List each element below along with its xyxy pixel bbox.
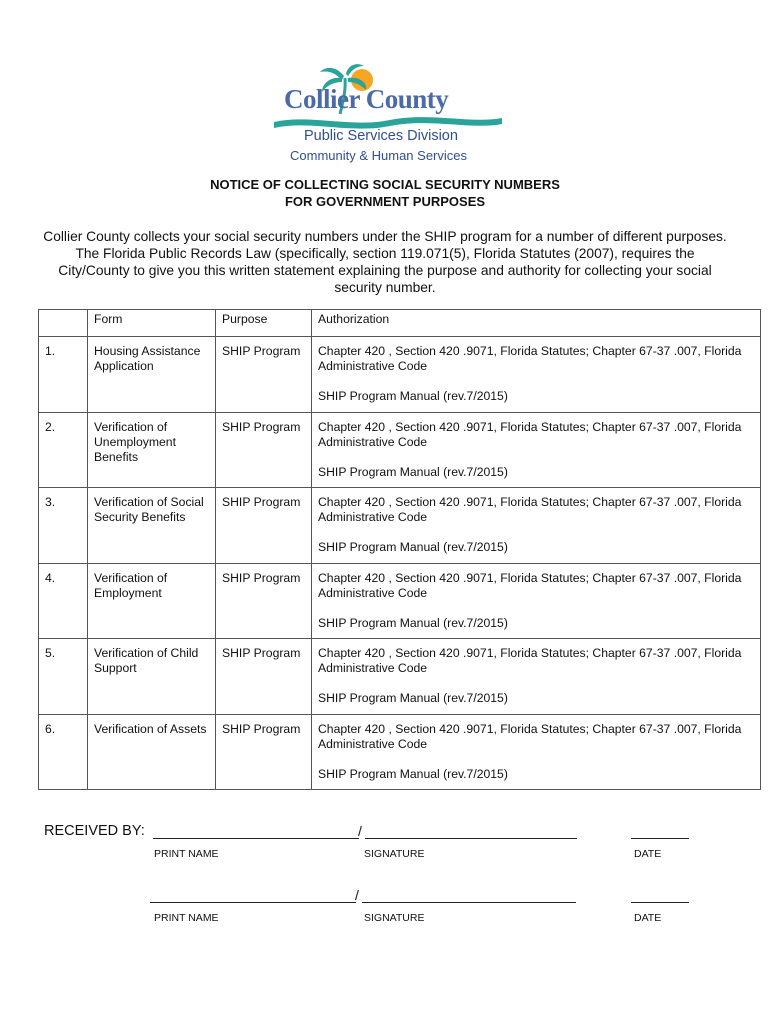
signature-label: SIGNATURE	[364, 912, 425, 924]
authorization-statute: Chapter 420 , Section 420 .9071, Florida Statutes; Chapter 67-37 .007, Florida Administrative Code	[318, 419, 742, 449]
table-row	[39, 639, 761, 715]
row-form: Verification of Unemployment Benefits	[88, 412, 216, 488]
date-label: DATE	[634, 912, 662, 924]
wave-icon	[274, 117, 502, 128]
authorization-statute: Chapter 420 , Section 420 .9071, Florida Statutes; Chapter 67-37 .007, Florida Administrative Code	[318, 570, 742, 600]
header-authorization: Authorization	[312, 310, 761, 337]
table-row	[39, 488, 761, 564]
row-authorization	[312, 488, 761, 564]
received-by-label: RECEIVED BY:	[44, 823, 145, 839]
row-authorization	[312, 412, 761, 488]
separator-slash: /	[358, 823, 362, 839]
authorization-statute: Chapter 420 , Section 420 .9071, Florida Statutes; Chapter 67-37 .007, Florida Administrative Code	[318, 344, 742, 373]
row-purpose: SHIP Program	[216, 488, 312, 564]
intro-paragraph: Collier County collects your social security numbers under the SHIP program for a number of different purposes. The Florida Public Records Law (specifically, section 119.071(5), Florida Statutes (2007), requires the City/County to give you this written statement explaining the purpose and authority for collecting your social security number.	[43, 229, 727, 295]
page-title: NOTICE OF COLLECTING SOCIAL SECURITY NUMBERS	[210, 177, 560, 192]
row-number: 4.	[39, 563, 88, 639]
forms-table	[38, 309, 761, 790]
row-form: Verification of Child Support	[88, 639, 216, 715]
table-header-row	[39, 310, 761, 337]
separator-slash: /	[355, 887, 359, 903]
row-number: 2.	[39, 412, 88, 488]
date-line-2[interactable]	[631, 902, 689, 903]
table-row	[39, 337, 761, 413]
row-purpose: SHIP Program	[216, 714, 312, 790]
logo-subtitle-services: Community & Human Services	[290, 148, 467, 163]
table-row	[39, 412, 761, 488]
row-purpose: SHIP Program	[216, 337, 312, 413]
logo-subtitle-division: Public Services Division	[304, 128, 458, 144]
signature-line-2[interactable]	[362, 902, 576, 903]
header-purpose: Purpose	[216, 310, 312, 337]
row-number: 5.	[39, 639, 88, 715]
row-purpose: SHIP Program	[216, 412, 312, 488]
authorization-manual: SHIP Program Manual (rev.7/2015)	[318, 691, 508, 705]
row-form: Verification of Social Security Benefits	[88, 488, 216, 564]
signature-label: SIGNATURE	[364, 848, 425, 860]
signature-line-1[interactable]	[365, 838, 577, 839]
row-authorization	[312, 714, 761, 790]
header-number	[39, 310, 88, 337]
authorization-manual: SHIP Program Manual (rev.7/2015)	[318, 615, 508, 630]
row-number: 6.	[39, 714, 88, 790]
row-purpose: SHIP Program	[216, 563, 312, 639]
authorization-statute: Chapter 420 , Section 420 .9071, Florida Statutes; Chapter 67-37 .007, Florida Administrative Code	[318, 646, 742, 675]
authorization-statute: Chapter 420 , Section 420 .9071, Florida Statutes; Chapter 67-37 .007, Florida Administrative Code	[318, 721, 742, 751]
authorization-manual: SHIP Program Manual (rev.7/2015)	[318, 766, 508, 781]
authorization-manual: SHIP Program Manual (rev.7/2015)	[318, 464, 508, 479]
table-row	[39, 714, 761, 790]
row-authorization	[312, 563, 761, 639]
row-authorization	[312, 639, 761, 715]
collier-county-logo	[270, 62, 505, 170]
header-form: Form	[88, 310, 216, 337]
date-line-1[interactable]	[631, 838, 689, 839]
row-purpose: SHIP Program	[216, 639, 312, 715]
row-form: Verification of Employment	[88, 563, 216, 639]
row-authorization	[312, 337, 761, 413]
logo-title: Collier County	[284, 84, 449, 114]
authorization-manual: SHIP Program Manual (rev.7/2015)	[318, 540, 508, 554]
row-form: Housing Assistance Application	[88, 337, 216, 413]
page-subtitle: FOR GOVERNMENT PURPOSES	[284, 194, 486, 209]
print-name-line-2[interactable]	[150, 902, 356, 903]
row-form: Verification of Assets	[88, 714, 216, 790]
print-name-line-1[interactable]	[153, 838, 359, 839]
print-name-label: PRINT NAME	[154, 912, 219, 924]
row-number: 1.	[39, 337, 88, 413]
table-row	[39, 563, 761, 639]
date-label: DATE	[634, 848, 662, 860]
print-name-label: PRINT NAME	[154, 848, 219, 860]
authorization-manual: SHIP Program Manual (rev.7/2015)	[318, 389, 508, 403]
row-number: 3.	[39, 488, 88, 564]
authorization-statute: Chapter 420 , Section 420 .9071, Florida Statutes; Chapter 67-37 .007, Florida Administrative Code	[318, 495, 742, 524]
